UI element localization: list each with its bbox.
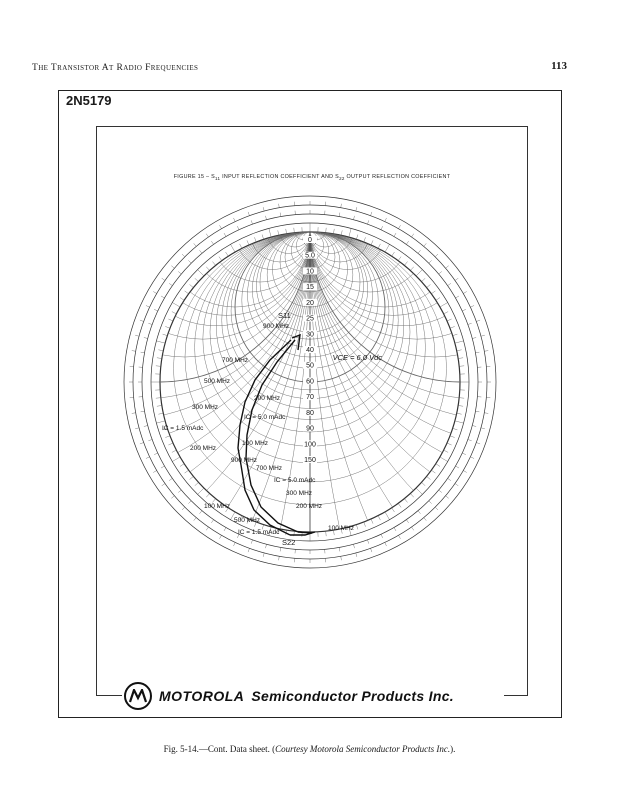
scale-tick — [459, 398, 464, 399]
scale-tick — [353, 544, 354, 548]
scale-tick — [156, 421, 165, 423]
scale-tick — [446, 266, 449, 269]
scale-tick — [146, 306, 150, 308]
scale-tick — [161, 296, 164, 298]
page-number: 113 — [551, 60, 567, 72]
scale-label: 30 — [306, 331, 314, 339]
scale-tick — [444, 450, 448, 452]
scale-tick — [157, 358, 162, 359]
reactance-circle — [310, 190, 500, 399]
scale-tick — [447, 443, 452, 445]
figure-title-sub22: 22 — [339, 176, 345, 182]
scale-tick — [349, 228, 351, 237]
scale-tick — [156, 341, 165, 343]
scale-tick — [416, 270, 422, 276]
scale-tick — [226, 252, 229, 256]
reactance-circle — [310, 190, 500, 570]
scale-tick — [435, 254, 438, 257]
scale-tick — [333, 229, 334, 234]
scale-tick — [463, 471, 466, 473]
scale-tick — [211, 241, 213, 244]
scale-tick — [385, 542, 387, 546]
scale-tick — [458, 358, 463, 359]
reactance-circle — [143, 190, 310, 315]
scale-tick — [198, 488, 204, 494]
scale-label: 100 — [304, 441, 316, 449]
scale-tick — [399, 225, 401, 228]
caption-suffix: ). — [450, 744, 456, 754]
scale-tick — [472, 337, 476, 338]
scale-label: 80 — [306, 409, 314, 417]
scale-tick — [158, 350, 163, 351]
scale-tick — [455, 484, 458, 486]
scale-label: 10 — [306, 268, 314, 276]
scale-tick — [385, 218, 387, 222]
scale-tick — [378, 516, 380, 520]
scale-tick — [475, 411, 479, 412]
scale-tick — [427, 284, 431, 287]
reactance-circle — [120, 190, 310, 357]
s-parameter-trace — [298, 532, 312, 533]
scale-tick — [146, 457, 150, 459]
s11-annotation: 300 MHz — [192, 404, 219, 411]
scale-tick — [144, 425, 148, 426]
s11-annotation: IC = 5.0 mAdc — [244, 414, 286, 421]
scale-tick — [431, 470, 435, 473]
scale-tick — [381, 226, 383, 230]
scale-tick — [269, 228, 271, 237]
scale-tick — [231, 244, 236, 252]
scale-tick — [194, 243, 197, 246]
scale-tick — [172, 450, 176, 452]
s22-annotation: 500 MHz — [234, 517, 261, 524]
scale-tick — [234, 542, 236, 546]
scale-label: 50 — [306, 362, 314, 370]
scale-tick — [182, 507, 185, 510]
scale-tick — [404, 499, 407, 503]
scale-tick — [265, 216, 266, 220]
scale-tick — [462, 453, 466, 455]
scale-tick — [455, 421, 464, 423]
scale-tick — [481, 335, 485, 336]
scale-tick — [198, 270, 204, 276]
scale-tick — [263, 553, 264, 557]
scale-tick — [424, 518, 427, 521]
s22-annotation: 900 MHz — [231, 457, 258, 464]
figure-caption — [0, 744, 619, 754]
reactance-circle — [310, 190, 500, 570]
scale-tick — [341, 204, 342, 208]
scale-tick — [220, 535, 222, 538]
scale-tick — [248, 212, 249, 216]
scale-tick — [472, 425, 476, 426]
scale-tick — [154, 309, 158, 311]
scale-tick — [356, 235, 358, 240]
scale-tick — [367, 220, 368, 224]
scale-tick — [162, 278, 165, 280]
scale-tick — [195, 278, 199, 281]
scale-tick — [141, 411, 145, 412]
s22-annotation: 100 MHz — [204, 503, 231, 510]
scale-tick — [406, 520, 408, 523]
scale-tick — [144, 337, 148, 338]
motorola-logo-icon — [124, 682, 152, 710]
scale-tick — [431, 291, 435, 294]
scale-tick — [356, 525, 358, 530]
scale-tick — [247, 240, 249, 245]
scale-tick — [248, 548, 249, 552]
scale-tick — [450, 326, 455, 328]
scale-tick — [385, 244, 390, 252]
scale-tick — [455, 296, 458, 298]
scale-tick — [169, 283, 172, 285]
motorola-brand — [124, 680, 454, 712]
scale-tick — [190, 476, 194, 479]
scale-tick — [212, 262, 215, 266]
scale-tick — [211, 520, 213, 523]
s11-annotation: 200 MHz — [190, 445, 217, 452]
scale-label: 90 — [306, 425, 314, 433]
scale-tick — [326, 531, 327, 536]
scale-tick — [180, 298, 184, 301]
s22-annotation: 100 MHz — [328, 525, 355, 532]
scale-tick — [237, 226, 239, 230]
scale-tick — [156, 366, 161, 367]
reactance-circle — [310, 190, 500, 357]
scale-tick — [163, 334, 168, 336]
scale-tick — [140, 320, 144, 321]
scale-tick — [436, 464, 440, 467]
scale-tick — [185, 470, 189, 473]
scale-tick — [169, 478, 172, 480]
scale-tick — [178, 271, 181, 274]
scale-tick — [410, 493, 413, 497]
scale-tick — [447, 319, 452, 321]
scale-tick — [339, 547, 340, 551]
scale-tick — [278, 230, 279, 235]
scale-tick — [168, 443, 173, 445]
scale-label: 40 — [306, 347, 314, 354]
scale-tick — [458, 405, 463, 406]
scale-tick — [476, 443, 480, 444]
scale-tick — [153, 292, 156, 294]
scale-tick — [398, 503, 401, 507]
scale-tick — [448, 478, 451, 480]
scale-tick — [148, 439, 152, 440]
reactance-circle — [310, 190, 500, 570]
s11-annotation: 200 MHz — [254, 395, 281, 402]
scale-tick — [135, 335, 139, 336]
scale-tick — [424, 243, 427, 246]
scale-tick — [339, 213, 340, 217]
s22-annotation: IC = 5.0 mAdc — [274, 477, 316, 484]
scale-tick — [280, 547, 281, 551]
scale-label: 70 — [306, 394, 314, 402]
scale-tick — [468, 439, 472, 440]
scale-tick — [392, 252, 395, 256]
scale-tick — [484, 413, 488, 414]
smith-chart — [120, 190, 500, 570]
scale-tick — [341, 230, 342, 235]
scale-tick — [326, 228, 327, 233]
scale-label: 5.0 — [305, 252, 315, 260]
scale-tick — [162, 484, 165, 486]
scale-tick — [484, 351, 488, 352]
scale-tick — [341, 556, 342, 560]
scale-label: 15 — [306, 284, 314, 292]
scale-tick — [416, 488, 422, 494]
scale-tick — [446, 496, 449, 499]
scale-tick — [450, 436, 455, 438]
scale-tick — [444, 312, 448, 314]
scale-tick — [394, 233, 396, 236]
scale-tick — [224, 233, 226, 236]
s22-annotation: 300 MHz — [286, 490, 313, 497]
scale-tick — [470, 457, 474, 459]
scale-tick — [172, 312, 176, 314]
scale-tick — [180, 464, 184, 467]
caption-credit: Courtesy Motorola Semiconductor Products Inc. — [275, 744, 451, 754]
scale-tick — [459, 366, 464, 367]
scale-tick — [140, 443, 144, 444]
scale-tick — [353, 216, 354, 220]
scale-tick — [286, 229, 287, 234]
brand-name: MOTOROLA — [159, 688, 245, 704]
scale-tick — [448, 283, 451, 285]
scale-tick — [168, 319, 173, 321]
scale-tick — [412, 527, 414, 530]
scale-tick — [224, 527, 226, 530]
scale-tick — [188, 260, 191, 263]
scale-tick — [206, 234, 208, 237]
scale-tick — [399, 535, 401, 538]
scale-tick — [263, 207, 264, 211]
scale-tick — [468, 323, 472, 324]
scale-tick — [398, 257, 401, 261]
scale-tick — [251, 540, 252, 544]
reactance-circle — [120, 190, 310, 399]
scale-tick — [427, 476, 431, 479]
scale-tick — [294, 228, 295, 233]
scale-tick — [141, 352, 145, 353]
scale-tick — [240, 244, 242, 248]
scale-tick — [404, 262, 407, 266]
scale-tick — [165, 326, 170, 328]
bias-label: VCE = 6.0 Vdc — [332, 353, 382, 362]
scale-tick — [440, 457, 448, 462]
scale-tick — [367, 540, 368, 544]
scale-label: 20 — [306, 299, 314, 307]
reactance-circle — [160, 190, 310, 307]
scale-tick — [199, 511, 202, 514]
scale-tick — [436, 298, 440, 301]
running-head: The Transistor At Radio Frequencies — [32, 63, 199, 73]
scale-tick — [453, 334, 458, 336]
scale-tick — [172, 457, 180, 462]
part-number: 2N5179 — [66, 93, 112, 108]
s11-annotation: IC = 1.5 mAdc — [162, 425, 204, 432]
scale-tick — [410, 267, 413, 271]
scale-tick — [455, 466, 458, 468]
s11-annotation: 900 MHz — [263, 323, 290, 330]
scale-tick — [476, 320, 480, 321]
scale-label: 0 — [308, 237, 312, 244]
caption-prefix: Fig. 5-14.—Cont. Data sheet. ( — [163, 744, 276, 754]
scale-tick — [418, 250, 421, 253]
scale-tick — [453, 428, 458, 430]
scale-tick — [161, 466, 164, 468]
scale-tick — [135, 428, 139, 429]
reactance-circle — [310, 190, 460, 307]
scale-tick — [418, 511, 421, 514]
scale-tick — [157, 405, 162, 406]
scale-tick — [280, 213, 281, 217]
scale-tick — [132, 413, 136, 414]
scale-tick — [178, 490, 181, 493]
scale-tick — [154, 453, 158, 455]
s11-annotation: 700 MHz — [222, 357, 249, 364]
s11-annotation: 100 MHz — [242, 440, 269, 447]
scale-tick — [364, 237, 366, 242]
s22-label: S22 — [282, 538, 296, 547]
scale-tick — [481, 428, 485, 429]
figure-title — [96, 174, 528, 181]
scale-tick — [429, 501, 432, 504]
scale-tick — [212, 499, 215, 503]
scale-tick — [206, 527, 208, 530]
scale-tick — [194, 518, 197, 521]
figure-title-prefix: FIGURE 15 – S — [173, 174, 216, 180]
scale-tick — [171, 266, 174, 269]
scale-tick — [412, 234, 414, 237]
scale-tick — [371, 519, 373, 524]
scale-tick — [439, 490, 442, 493]
scale-tick — [206, 493, 209, 497]
figure-title-suffix: OUTPUT REFLECTION COEFFICIENT — [344, 174, 451, 180]
scale-tick — [265, 544, 266, 548]
s22-annotation: 700 MHz — [256, 465, 283, 472]
scale-tick — [254, 237, 256, 242]
scale-tick — [435, 507, 438, 510]
scale-tick — [371, 240, 373, 245]
scale-tick — [279, 204, 280, 208]
scale-tick — [182, 254, 185, 257]
scale-tick — [220, 225, 222, 228]
scale-tick — [262, 235, 264, 240]
scale-tick — [158, 413, 163, 414]
scale-tick — [188, 501, 191, 504]
scale-tick — [475, 352, 479, 353]
scale-tick — [251, 220, 252, 224]
scale-tick — [171, 496, 174, 499]
scale-tick — [421, 482, 425, 485]
scale-label: 150 — [304, 457, 316, 464]
scale-tick — [371, 548, 372, 552]
scale-tick — [195, 482, 199, 485]
scale-tick — [394, 527, 396, 530]
scale-tick — [439, 271, 442, 274]
scale-tick — [457, 413, 462, 414]
scale-tick — [462, 309, 466, 311]
scale-tick — [132, 351, 136, 352]
brand-tagline: Semiconductor Products Inc. — [251, 688, 454, 704]
s22-annotation: IC = 1.5 mAdc — [238, 529, 280, 536]
s22-annotation: 200 MHz — [296, 503, 323, 510]
scale-tick — [470, 306, 474, 308]
figure-title-sub11: 11 — [215, 176, 221, 182]
scale-tick — [455, 341, 464, 343]
s11-label: S11 — [278, 311, 291, 320]
footer-rule-right — [504, 695, 528, 696]
scale-tick — [185, 291, 189, 294]
scale-tick — [190, 284, 194, 287]
scale-tick — [279, 556, 280, 560]
scale-tick — [234, 218, 236, 222]
scale-tick — [392, 508, 395, 512]
scale-tick — [429, 260, 432, 263]
scale-tick — [148, 323, 152, 324]
scale-tick — [406, 241, 408, 244]
scale-tick — [378, 244, 380, 248]
scale-label: 25 — [306, 315, 314, 323]
scale-tick — [371, 212, 372, 216]
scale-tick — [457, 350, 462, 351]
scale-tick — [219, 257, 222, 261]
vertical-scale-labels — [303, 236, 317, 464]
reactance-circle — [310, 190, 500, 570]
scale-tick — [356, 207, 357, 211]
figure-title-middle: INPUT REFLECTION COEFFICIENT AND S — [220, 174, 340, 180]
s11-annotation: 500 MHz — [204, 378, 231, 385]
scale-tick — [165, 436, 170, 438]
scale-tick — [156, 398, 161, 399]
scale-tick — [206, 267, 209, 271]
scale-tick — [455, 278, 458, 280]
reactance-circle — [310, 190, 477, 315]
reactance-circle — [310, 190, 500, 446]
scale-tick — [463, 292, 466, 294]
footer-rule-left — [96, 695, 122, 696]
scale-tick — [172, 303, 180, 308]
scale-tick — [381, 534, 383, 538]
scale-tick — [421, 278, 425, 281]
scale-tick — [440, 303, 448, 308]
scale-tick — [199, 250, 202, 253]
scale-tick — [385, 512, 390, 520]
scale-label: 60 — [306, 378, 314, 386]
scale-tick — [364, 522, 366, 527]
scale-tick — [356, 553, 357, 557]
scale-tick — [153, 471, 156, 473]
